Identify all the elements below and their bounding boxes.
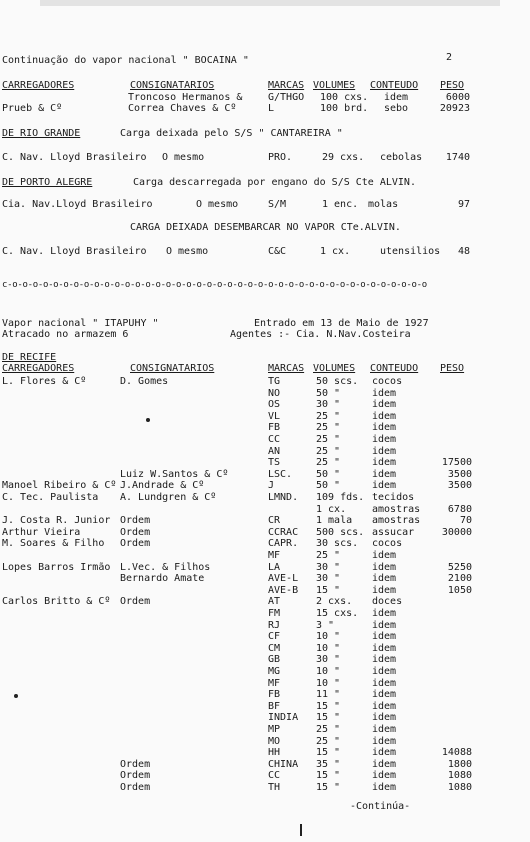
table-row: L. Flores & Cº D. Gomes TG 50 scs. cocos (2, 376, 403, 387)
table-row: MP 25 " idem (268, 724, 397, 735)
table-row: Bernardo Amate AVE-L 30 " idem 2100 (120, 573, 472, 585)
punch-mark (14, 694, 18, 698)
vapor-arrival: Entrado em 13 de Maio de 1927 (254, 318, 429, 329)
table-row: Manoel Ribeiro & Cº J.Andrade & Cº J 50 " idem 3500 (2, 480, 472, 492)
section-title-desembarcar: CARGA DEIXADA DESEMBARCAR NO VAPOR CTe.ALVIN. (130, 222, 401, 233)
table-row: Lopes Barros Irmão L.Vec. & Filhos LA 30 " idem 5250 (2, 561, 472, 573)
table-row: CM 10 " idem (268, 642, 397, 654)
table-row: HH 15 " idem 14088 (268, 747, 472, 759)
table-row: Cia. Nav.Lloyd Brasileiro O mesmo S/M 1 enc. molas 97 (2, 199, 470, 210)
table-row: RJ 3 " idem (268, 619, 397, 631)
col-header-carregadores-2: CARREGADORES (2, 363, 75, 374)
col-header-volumes: VOLUMES (313, 80, 356, 91)
col-header-peso: PESO (440, 80, 465, 91)
vapor-agents: Agentes :- Cia. N.Nav.Costeira (230, 329, 411, 340)
table-row: TS 25 " idem 17500 (268, 457, 472, 469)
page-number: 2 (446, 52, 453, 63)
table-row: J. Costa R. Junior Ordem CR 1 mala amostras 70 (2, 515, 472, 527)
table-row: INDIA 15 " idem (268, 712, 397, 724)
table-row: FB 11 " idem (268, 689, 397, 701)
document-title: Continuação do vapor nacional " BOCAINA " (2, 55, 249, 66)
table-row: Ordem CHINA 35 " idem 1800 (120, 758, 472, 770)
table-row: Ordem CC 15 " idem 1080 (120, 770, 472, 782)
col-header-marcas: MARCAS (268, 80, 305, 91)
table-row: VL 25 " idem (268, 410, 397, 422)
table-row: 1 cx. amostras 6780 (316, 503, 472, 515)
table-row: M. Soares & Filho Ordem CAPR. 30 scs. cocos (2, 538, 403, 550)
vapor-name: Vapor nacional " ITAPUHY " (2, 318, 159, 329)
table-row: MG 10 " idem (268, 666, 397, 677)
table-row: C. Nav. Lloyd Brasileiro O mesmo C&C 1 cx. utensilios 48 (2, 246, 470, 257)
table-row: C. Tec. Paulista A. Lundgren & Cº LMND. 109 fds. tecidos (2, 492, 415, 503)
table-row: Prueb & Cº Correa Chaves & Cº L 100 brd. sebo 20923 (2, 103, 470, 114)
table-row: C. Nav. Lloyd Brasileiro O mesmo PRO. 29 cxs. cebolas 1740 (2, 152, 470, 163)
table-row: Carlos Britto & Cº Ordem AT 2 cxs. doces (2, 596, 403, 608)
table-row: BF 15 " idem (268, 700, 397, 712)
table-row: FB 25 " idem (268, 422, 397, 434)
table-row: Luiz W.Santos & Cº LSC. 50 " idem 3500 (120, 468, 472, 480)
scan-top-edge (40, 0, 500, 6)
table-row: CC 25 " idem (268, 434, 397, 445)
table-row: Troncoso Hermanos & G/THGO 100 cxs. idem 6000 (128, 92, 470, 103)
table-row: MF 25 " idem (268, 550, 397, 561)
section-label-porto-alegre: DE PORTO ALEGRE (2, 177, 93, 188)
table-row: OS 30 " idem (268, 399, 397, 411)
page-tick-mark (300, 824, 302, 836)
col-header-carregadores: CARREGADORES (2, 80, 75, 91)
col-header-consignatarios: CONSIGNATARIOS (130, 80, 215, 91)
table-row: MF 10 " idem (268, 677, 397, 689)
table-row: Arthur Vieira Ordem CCRAC 500 scs. assucar 30000 (2, 526, 472, 538)
table-row: FM 15 cxs. idem (268, 608, 397, 619)
table-row: GB 30 " idem (268, 654, 397, 666)
col-header-consignatarios-2: CONSIGNATARIOS (130, 363, 215, 374)
section-note-rio-grande: Carga deixada pelo S/S " CANTAREIRA " (120, 128, 343, 139)
table-row: AN 25 " idem (268, 445, 397, 457)
vapor-dock: Atracado no armazem 6 (2, 329, 129, 340)
section-label-rio-grande: DE RIO GRANDE (2, 128, 81, 139)
col-header-marcas-2: MARCAS (268, 363, 305, 374)
separator-line: c-o-o-o-o-o-o-o-o-o-o-o-o-o-o-o-o-o-o-o-o-o-o-o-o-o-o-o-o-o-o-o-o-o-o-o-o-o-o-o-o-o (2, 280, 427, 290)
table-row: CF 10 " idem (268, 631, 397, 643)
table-row: MO 25 " idem (268, 735, 397, 747)
section-label-recife: DE RECIFE (2, 352, 57, 363)
col-header-peso-2: PESO (440, 363, 465, 374)
col-header-conteudo: CONTEUDO (370, 80, 419, 91)
section-note-porto-alegre: Carga descarregada por engano do S/S Cte ALVIN. (133, 177, 416, 188)
col-header-volumes-2: VOLUMES (313, 363, 356, 374)
punch-mark (146, 418, 150, 422)
continua-note: -Continúa- (350, 801, 411, 812)
table-row: Ordem TH 15 " idem 1080 (120, 782, 472, 793)
table-row: AVE-B 15 " idem 1050 (268, 584, 472, 596)
col-header-conteudo-2: CONTEUDO (370, 363, 419, 374)
table-row: NO 50 " idem (268, 387, 397, 399)
